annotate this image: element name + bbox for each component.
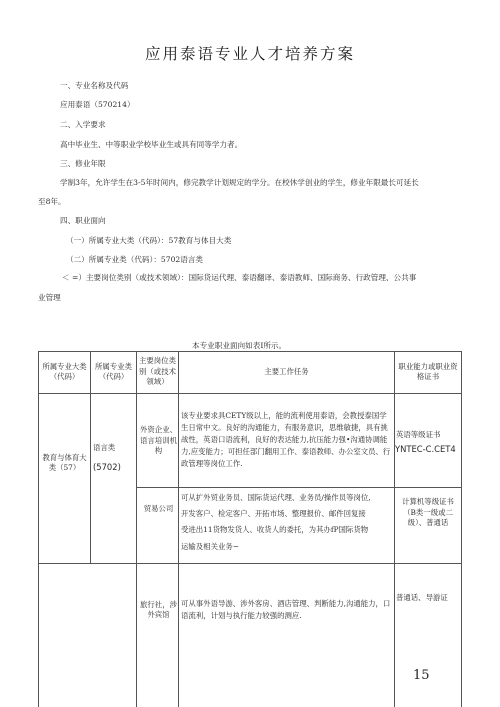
table-rule (136, 487, 462, 488)
section-4-item-3-line-2: 业管理 (38, 293, 61, 302)
table-rule (136, 351, 137, 707)
row-2-job-category: 贸易公司 (143, 503, 174, 513)
header-certificates: 职业能力或职业资格证书 (398, 361, 458, 381)
section-1-heading: 一、专业名称及代码 (60, 81, 129, 90)
row-1-certificate-1: 英语等级证书 (396, 429, 441, 439)
row-2-task-line-3: 受进出11货物发货人、收货人的委托，为其办fP国际货物 (181, 524, 369, 534)
section-2-text: 高中毕业生、中等职业学校毕业生或具有同等学力者。 (60, 140, 243, 149)
table-rule (394, 351, 395, 707)
section-4-item-2: （二）所属专业类（代码）：5702语言类 (66, 255, 204, 264)
header-main-tasks: 主要工作任务 (264, 366, 309, 376)
document-title: 应用泰语专业人才培养方案 (144, 45, 355, 63)
row-2-task-line-2: 开发客户、检定客户、开拓市场、整理报价、邮件回复接 (181, 508, 366, 518)
row-2-task-line-4: 运输及相关业务− (181, 541, 239, 551)
table-rule (90, 351, 91, 563)
section-2-heading: 二、入学要求 (60, 120, 106, 129)
header-job-category: 主要岗位类别（或技术领域） (139, 356, 176, 387)
header-major-category: 所属专业大类（代码） (42, 361, 87, 381)
row-2-task-line-1: 可从扩外贸业务员、国际货运代理、业务员/操作员等岗位, (181, 492, 371, 502)
row-2-certificates: 计算机等级证书（B类一级或二级）、普通话 (402, 497, 454, 528)
row-1-main-tasks: 该专业要求具CETY级以上，能的流利使用泰语，会教授泰国学生日常中文。良好的沟通能力，有服务意识，思维敏捷，具有挑战性，英语口语流利，良好的表达能力,抗压能力强•沟通协调能力,应变能力；可担任部门翻用工作、泰语教师、办公室文员、行政管理等岗位工作. (181, 411, 391, 468)
section-4-item-3-line-1: ＜ =）主要岗位类别（或技术领域）：国际货运代理、泰语翻译、泰语教师、国际商务、行政管理、公共事 (62, 273, 417, 282)
row-3-certificates: 普通话、导游证 (396, 592, 448, 602)
table-rule (38, 393, 462, 394)
row-1-certificate-2: YNTEC-C.CET4 (395, 443, 456, 454)
section-4-heading: 四、职业面向 (60, 216, 106, 225)
section-3-text-line-1: 学制3年，允许学生在3-5年时间内，修完教学计划规定的学分。在校休学创业的学生，修业年限最长可延长 (60, 178, 419, 187)
table-rule (38, 563, 462, 564)
table-rule (178, 351, 179, 707)
career-orientation-table (38, 351, 462, 707)
section-3-text-line-2: 至8年。 (38, 197, 66, 206)
major-class-name: 语言类 (93, 442, 116, 452)
table-rule (461, 351, 462, 707)
section-3-heading: 三、修业年限 (60, 159, 106, 168)
row-3-main-tasks: 可从事外语导游、涉外客房、酒店管理、判断能力,沟通能力，口语流利，计划与执行能力较强的测应. (181, 599, 391, 620)
table-caption: 本专业职业面向如表I所示。 (192, 341, 287, 350)
major-category-value: 教育与体育大类（57） (42, 452, 87, 472)
section-4-item-1: （一）所属专业大类（代码）：57教育与体目大类 (66, 236, 232, 245)
row-1-job-category: 外资企业、语言培训机构 (140, 425, 177, 456)
header-major-class: 所属专业类（代码） (95, 361, 132, 381)
page-number: 15 (413, 668, 430, 683)
section-1-text: 应用泰语（570214） (60, 100, 135, 109)
table-rule (38, 351, 39, 707)
row-3-job-category: 旅行社，涉外宾馆 (140, 599, 177, 619)
major-class-code: (5702) (93, 461, 121, 472)
